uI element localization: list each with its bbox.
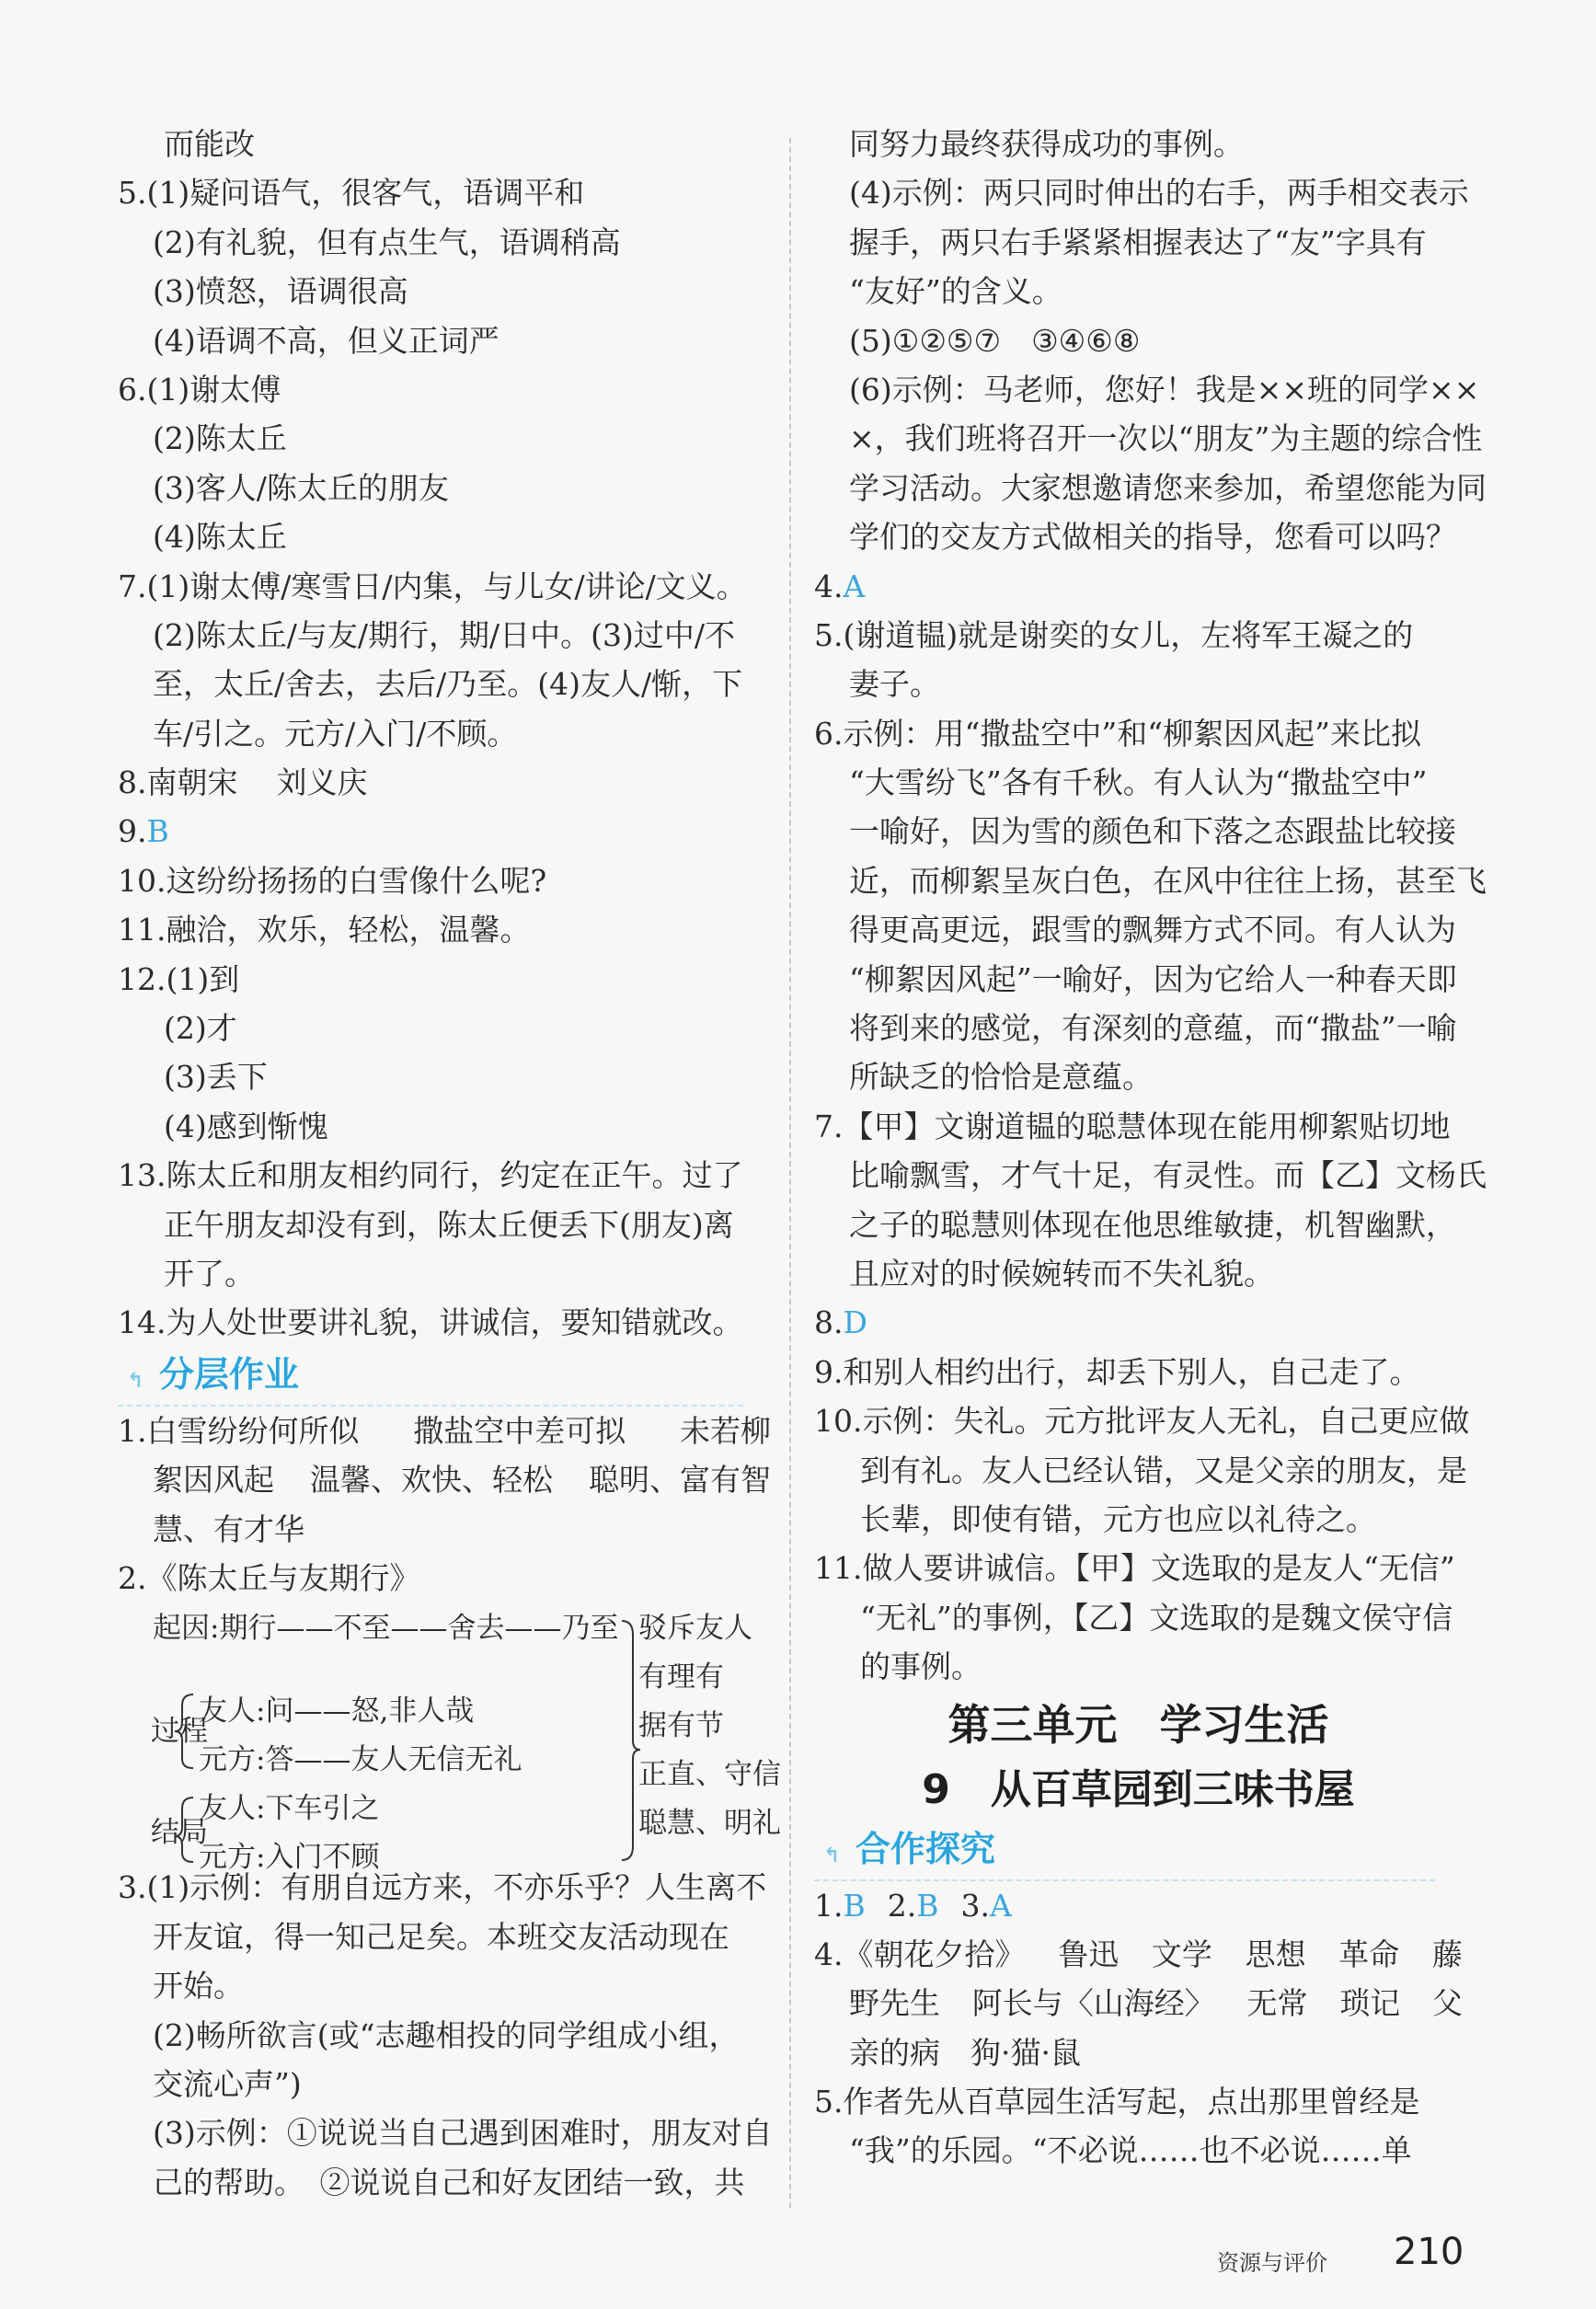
- diagram-cause: 起因:期行——不至——舍去——乃至: [153, 1612, 619, 1646]
- answer-text: 撒盐空中差可拟: [413, 1412, 626, 1449]
- text-line: (2)畅所欲言(或“志趣相投的同学组成小组，: [153, 2016, 740, 2053]
- answer-text: 革命: [1338, 1936, 1400, 1972]
- text-line: 11.做人要讲诚信。【甲】文选取的是友人“无信”: [814, 1550, 1455, 1587]
- text-line: 到有礼。友人已经认错，又是父亲的朋友，是: [860, 1452, 1467, 1488]
- text-line: 10.示例：失礼。元方批评友人无礼，自己更应做: [814, 1403, 1470, 1440]
- text-line: 7.【甲】文谢道韫的聪慧体现在能用柳絮贴切地: [814, 1108, 1451, 1144]
- text-line: [118, 1455, 771, 1504]
- section-heading-layered-homework: [118, 1348, 743, 1407]
- diagram-result-friend: 友人:下车引之: [199, 1792, 380, 1826]
- text-line: [118, 807, 771, 856]
- answer-text: 阿长与〈山海经〉: [971, 1985, 1215, 2022]
- text-line: 开始。: [153, 1968, 244, 2005]
- text-line: 近，而柳絮呈灰白色，在风中往往上扬，甚至飞: [849, 862, 1487, 899]
- text-line: (2)有礼貌，但有点生气，语调稍高: [153, 224, 621, 260]
- text-line: (3)客人/陈太丘的朋友: [153, 469, 449, 506]
- text-line: [814, 1930, 1463, 1979]
- diagram-trait: 驳斥友人: [638, 1612, 752, 1646]
- section-heading-cooperative-inquiry: [814, 1822, 1435, 1881]
- answer-text: 野先生: [849, 1985, 940, 2022]
- unit-title: 第三单元 学习生活: [947, 1699, 1329, 1750]
- footer-book-label: 资源与评价: [1217, 2250, 1327, 2276]
- text-line: 得更高更远，跟雪的飘舞方式不同。有人认为: [849, 912, 1456, 948]
- text-line: 之子的聪慧则体现在他思维敏捷，机智幽默，: [849, 1206, 1456, 1243]
- page-number: 210: [1394, 2231, 1464, 2273]
- text-line: 2.《陈太丘与友期行》: [118, 1559, 420, 1596]
- answer-text: 温馨、欢快、轻松: [310, 1462, 553, 1499]
- diagram-process-label: 过程: [151, 1715, 208, 1749]
- section-title: 合作探究: [855, 1828, 996, 1869]
- text-line: (2)陈太丘: [153, 420, 287, 457]
- text-line: 车/引之。元方/入门/不顾。: [153, 715, 518, 752]
- section-marker-icon: ↰: [823, 1844, 841, 1867]
- question-number: 8.: [814, 1304, 844, 1341]
- answer-text: 未若柳: [680, 1412, 771, 1449]
- text-line: 开友谊，得一知己足矣。本班交友活动现在: [153, 1918, 729, 1955]
- right-column: [814, 120, 1487, 2176]
- answer-text: 刘义庆: [276, 764, 368, 801]
- text-line: (3)示例：①说说当自己遇到困难时，朋友对自: [153, 2115, 773, 2152]
- text-line: [814, 1881, 1463, 1930]
- text-line: 妻子。: [849, 666, 940, 703]
- text-line: 11.融洽，欢乐，轻松，温馨。: [118, 912, 531, 948]
- choice-answer: B: [146, 813, 169, 850]
- text-line: (4)示例：两只同时伸出的右手，两手相交表示: [849, 175, 1469, 212]
- diagram-trait: 正直、守信: [638, 1758, 781, 1792]
- section-marker-icon: ↰: [127, 1369, 144, 1393]
- text-line: 学们的交友方式做相关的指导，您看可以吗？: [849, 519, 1456, 556]
- text-line: 一喻好，因为雪的颜色和下落之态跟盐比较接: [849, 813, 1456, 850]
- text-line: 亲的病 狗·猫·鼠: [849, 2034, 1081, 2071]
- text-line: 5.(1)疑问语气，很客气，语调平和: [118, 175, 585, 212]
- text-line: (4)陈太丘: [153, 519, 287, 556]
- text-line: 5.作者先从百草园生活写起，点出那里曾经是: [814, 2084, 1420, 2120]
- question-number: 1.: [814, 1887, 844, 1924]
- text-line: 所缺乏的恰恰是意蕴。: [849, 1059, 1153, 1096]
- text-line: 己的帮助。 ②说说自己和好友团结一致，共: [153, 2164, 745, 2200]
- text-line: 比喻飘雪，才气十足，有灵性。而【乙】文杨氏: [849, 1157, 1487, 1194]
- text-line: (3)愤怒，语调很高: [153, 273, 408, 310]
- text-line: “友好”的含义。: [849, 273, 1062, 310]
- text-line: [118, 1407, 771, 1455]
- text-line: (4)感到惭愧: [164, 1108, 328, 1144]
- choice-answer: B: [843, 1887, 866, 1924]
- text-line: 交流心声”): [153, 2065, 302, 2102]
- answer-text: 文学: [1151, 1936, 1212, 1972]
- answer-text: 藤: [1431, 1936, 1463, 1972]
- answer-text: 思想: [1245, 1936, 1306, 1972]
- answer-text: 琐记: [1339, 1985, 1401, 2022]
- text-line: 至，太丘/舍去，去后/乃至。(4)友人/惭，下: [153, 666, 743, 703]
- left-column: [118, 120, 781, 2207]
- text-line: 将到来的感觉，有深刻的意蕴，而“撒盐”一喻: [849, 1010, 1457, 1047]
- text-line: (5)①②⑤⑦ ③④⑥⑧: [849, 322, 1141, 359]
- answer-text: 4.《朝花夕拾》: [814, 1936, 1026, 1972]
- choice-answer: D: [843, 1304, 867, 1341]
- diagram-process-yuanfang: 元方:答——友人无信无礼: [199, 1743, 522, 1777]
- text-line: (2)陈太丘/与友/期行，期/日中。(3)过中/不: [153, 616, 735, 653]
- text-line: “柳絮因风起”一喻好，因为它给人一种春天即: [849, 960, 1457, 997]
- answer-text: 1.白雪纷纷何所似: [118, 1412, 360, 1449]
- text-line: 握手，两只右手紧紧相握表达了“友”字具有: [849, 224, 1427, 260]
- text-line: [118, 758, 771, 807]
- answer-text: 聪明、富有智: [589, 1462, 771, 1499]
- text-line: 6.(1)谢太傅: [118, 371, 281, 408]
- answer-text: 鲁迅: [1058, 1936, 1119, 1972]
- text-line: 且应对的时候婉转而不失礼貌。: [849, 1255, 1274, 1292]
- diagram-trait: 聪慧、明礼: [638, 1807, 781, 1841]
- text-line: [814, 1979, 1463, 2028]
- question-number: 9.: [118, 813, 147, 850]
- text-line: 13.陈太丘和朋友相约同行，约定在正午。过了: [118, 1157, 743, 1194]
- question-number: 2.: [887, 1887, 917, 1924]
- diagram-result-yuanfang: 元方:入门不顾: [199, 1841, 380, 1875]
- diagram-trait: 有理有: [638, 1660, 724, 1694]
- text-line: (3)丢下: [164, 1059, 268, 1096]
- text-line: 而能改: [164, 126, 255, 162]
- choice-answer: A: [843, 568, 866, 604]
- text-line: 3.(1)示例：有朋自远方来，不亦乐乎？人生离不: [118, 1869, 767, 1906]
- text-line: 正午朋友却没有到，陈太丘便丢下(朋友)离: [164, 1206, 734, 1243]
- question-number: 4.: [814, 568, 844, 604]
- text-line: [814, 1298, 1463, 1347]
- section-title: 分层作业: [159, 1353, 300, 1395]
- text-line: 开了。: [164, 1255, 255, 1292]
- text-line: 5.(谢道韫)就是谢奕的女儿，左将军王凝之的: [814, 616, 1414, 653]
- column-divider: [789, 138, 791, 2208]
- text-line: 9.和别人相约出行，却丢下别人，自己走了。: [814, 1353, 1420, 1390]
- text-line: 长辈，即使有错，元方也应以礼待之。: [860, 1500, 1376, 1537]
- answer-text: 无常: [1246, 1985, 1308, 2022]
- text-line: (2)才: [164, 1010, 237, 1047]
- choice-answer: A: [990, 1887, 1012, 1924]
- text-line: ×，我们班将召开一次以“朋友”为主题的综合性: [849, 420, 1483, 457]
- lesson-title: 9 从百草园到三味书屋: [922, 1765, 1355, 1813]
- question-number: 3.: [960, 1887, 991, 1924]
- story-structure-diagram: [118, 1603, 781, 1875]
- answer-text: 8.南朝宋: [118, 764, 238, 801]
- text-line: 同努力最终获得成功的事例。: [849, 126, 1244, 162]
- text-line: [814, 562, 1463, 611]
- text-line: 慧、有才华: [153, 1511, 304, 1547]
- text-line: 7.(1)谢太傅/寒雪日/内集，与儿女/讲论/文义。: [118, 568, 747, 604]
- text-line: “我”的乐园。“不必说……也不必说……单: [849, 2132, 1412, 2169]
- choice-answer: B: [916, 1887, 939, 1924]
- text-line: 14.为人处世要讲礼貌，讲诚信，要知错就改。: [118, 1304, 743, 1341]
- text-line: 12.(1)到: [118, 960, 240, 997]
- text-line: (4)语调不高，但义正词严: [153, 322, 499, 359]
- text-line: 10.这纷纷扬扬的白雪像什么呢?: [118, 862, 547, 899]
- diagram-process-friend: 友人:问——怒,非人哉: [199, 1694, 475, 1729]
- text-line: “无礼”的事例，【乙】文选取的是魏文侯守信: [860, 1599, 1453, 1636]
- text-line: (6)示例：马老师，您好！我是××班的同学××: [849, 371, 1480, 408]
- text-line: “大雪纷飞”各有千秋。有人认为“撒盐空中”: [849, 764, 1428, 801]
- diagram-trait: 据有节: [638, 1709, 724, 1743]
- text-line: 的事例。: [860, 1648, 982, 1685]
- answer-text: 絮因风起: [153, 1462, 274, 1499]
- text-line: 学习活动。大家想邀请您来参加，希望您能为同: [849, 469, 1487, 506]
- answer-text: 父: [1432, 1985, 1463, 2022]
- text-line: 6.示例：用“撒盐空中”和“柳絮因风起”来比拟: [814, 715, 1421, 752]
- diagram-result-label: 结局: [151, 1816, 208, 1850]
